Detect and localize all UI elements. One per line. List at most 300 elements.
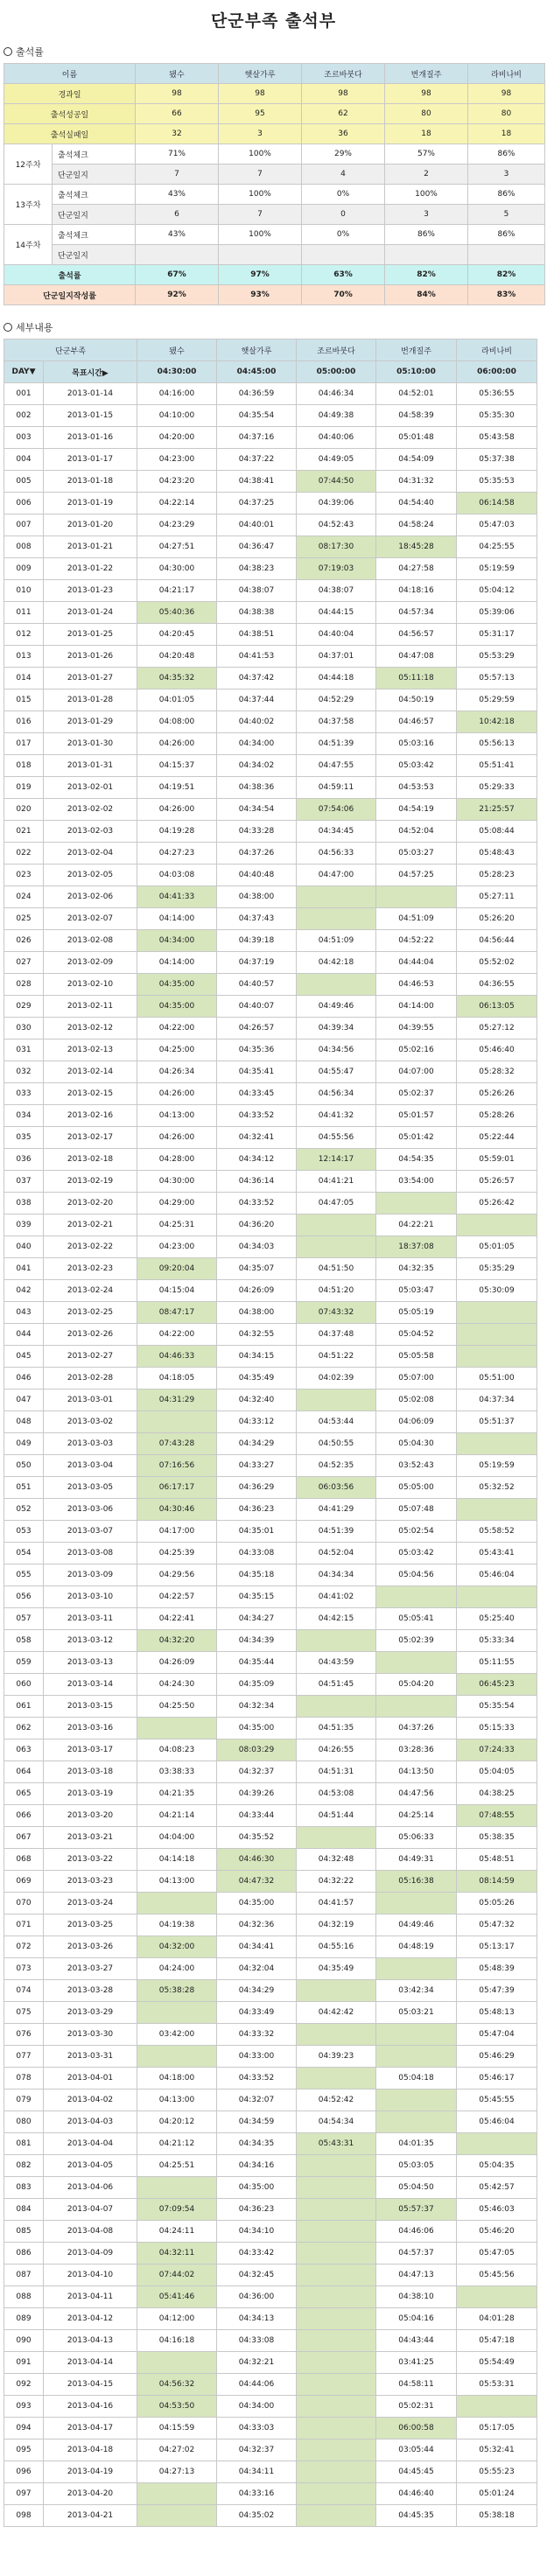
- wake-time-cell: 04:33:16: [217, 2483, 297, 2505]
- wake-time-cell: 04:38:00: [217, 1302, 297, 1324]
- wake-time-cell: 04:37:19: [217, 952, 297, 974]
- wake-time-cell: 07:48:55: [457, 1805, 537, 1827]
- wake-time-cell: 06:13:05: [457, 996, 537, 1018]
- wake-time-cell: 04:32:40: [217, 1390, 297, 1411]
- wake-time-cell: 04:32:45: [217, 2264, 297, 2286]
- wake-time-cell: 05:31:17: [457, 624, 537, 646]
- wake-time-cell: [297, 2352, 376, 2374]
- wake-time-cell: 04:34:11: [217, 2461, 297, 2483]
- wake-time-cell: 04:35:44: [217, 1652, 297, 1674]
- wake-time-cell: 04:37:26: [376, 1718, 457, 1740]
- wake-time-cell: 04:26:09: [137, 1652, 217, 1674]
- detail-header-member: 햇살가루: [217, 340, 297, 361]
- wake-time-cell: [297, 2264, 376, 2286]
- wake-time-cell: 04:34:16: [217, 2155, 297, 2177]
- day-date: 2013-03-26: [44, 1936, 137, 1958]
- wake-time-cell: 04:32:36: [217, 1914, 297, 1936]
- wake-time-cell: 05:04:52: [376, 1324, 457, 1346]
- wake-time-cell: 05:04:16: [376, 2308, 457, 2330]
- wake-time-cell: 03:41:25: [376, 2352, 457, 2374]
- wake-time-cell: 04:47:55: [297, 755, 376, 777]
- day-number: 045: [4, 1346, 44, 1368]
- day-date: 2013-04-14: [44, 2352, 137, 2374]
- summary-header-member: 조르바붓다: [302, 64, 385, 84]
- detail-table: [4, 339, 537, 2527]
- day-date: 2013-02-05: [44, 864, 137, 886]
- day-row: [4, 1083, 537, 1105]
- wake-time-cell: 05:11:55: [457, 1652, 537, 1674]
- day-number: 097: [4, 2483, 44, 2505]
- wake-time-cell: [137, 2177, 217, 2199]
- day-number: 043: [4, 1302, 44, 1324]
- summary-attendance-label: 출석률: [4, 265, 136, 285]
- wake-time-cell: [376, 1696, 457, 1718]
- wake-time-cell: [297, 1827, 376, 1849]
- wake-time-cell: 04:40:07: [217, 996, 297, 1018]
- wake-time-cell: 06:45:23: [457, 1674, 537, 1696]
- day-date: 2013-02-24: [44, 1280, 137, 1302]
- summary-journal-label: 단군일지작성률: [4, 285, 136, 305]
- day-date: 2013-04-07: [44, 2199, 137, 2221]
- wake-time-cell: [137, 2352, 217, 2374]
- target-time-cell: 04:45:00: [217, 361, 297, 383]
- summary-cell: [385, 245, 468, 265]
- wake-time-cell: 04:14:18: [137, 1849, 217, 1871]
- wake-time-cell: [297, 908, 376, 930]
- day-row: [4, 2505, 537, 2527]
- wake-time-cell: 04:25:55: [457, 536, 537, 558]
- day-date: 2013-03-02: [44, 1411, 137, 1433]
- week-row-label: 단군일지: [53, 245, 136, 265]
- wake-time-cell: 04:26:34: [137, 1061, 217, 1083]
- day-number: 054: [4, 1543, 44, 1564]
- day-row: [4, 1914, 537, 1936]
- summary-cell: [136, 245, 219, 265]
- day-row: [4, 2374, 537, 2396]
- wake-time-cell: [297, 974, 376, 996]
- wake-time-cell: 04:24:11: [137, 2221, 217, 2243]
- day-row: [4, 1171, 537, 1193]
- day-number: 060: [4, 1674, 44, 1696]
- day-number: 004: [4, 449, 44, 471]
- wake-time-cell: [376, 1193, 457, 1214]
- wake-time-cell: 04:35:49: [297, 1958, 376, 1980]
- day-number: 070: [4, 1893, 44, 1914]
- day-number: 057: [4, 1608, 44, 1630]
- wake-time-cell: 04:02:39: [297, 1368, 376, 1390]
- wake-time-cell: [457, 1586, 537, 1608]
- wake-time-cell: 04:40:01: [217, 514, 297, 536]
- wake-time-cell: 04:34:02: [217, 755, 297, 777]
- day-row: [4, 2243, 537, 2264]
- wake-time-cell: 04:41:33: [137, 886, 217, 908]
- day-number: 064: [4, 1761, 44, 1783]
- wake-time-cell: 05:03:47: [376, 1280, 457, 1302]
- day-number: 055: [4, 1564, 44, 1586]
- wake-time-cell: 07:24:33: [457, 1740, 537, 1761]
- summary-cell: 100%: [385, 185, 468, 205]
- wake-time-cell: 04:34:12: [217, 1149, 297, 1171]
- day-row: [4, 1608, 537, 1630]
- summary-cell: 7: [219, 164, 302, 185]
- wake-time-cell: 04:35:07: [217, 1258, 297, 1280]
- day-row: [4, 1368, 537, 1390]
- day-row: [4, 1543, 537, 1564]
- day-number: 080: [4, 2111, 44, 2133]
- wake-time-cell: 05:47:04: [457, 2024, 537, 2046]
- wake-time-cell: [376, 1958, 457, 1980]
- wake-time-cell: [297, 2461, 376, 2483]
- wake-time-cell: 04:40:02: [217, 711, 297, 733]
- wake-time-cell: 04:15:37: [137, 755, 217, 777]
- day-date: 2013-03-27: [44, 1958, 137, 1980]
- wake-time-cell: 18:45:28: [376, 536, 457, 558]
- day-number: 036: [4, 1149, 44, 1171]
- day-date: 2013-02-10: [44, 974, 137, 996]
- wake-time-cell: 04:55:47: [297, 1061, 376, 1083]
- day-row: [4, 624, 537, 646]
- wake-time-cell: 04:32:41: [217, 1127, 297, 1149]
- day-row: [4, 383, 537, 405]
- wake-time-cell: 04:34:34: [297, 1564, 376, 1586]
- day-number: 090: [4, 2330, 44, 2352]
- wake-time-cell: 04:34:00: [137, 930, 217, 952]
- wake-time-cell: 04:22:21: [376, 1214, 457, 1236]
- wake-time-cell: [297, 2221, 376, 2243]
- wake-time-cell: 04:42:42: [297, 2002, 376, 2024]
- summary-cell: 0%: [302, 185, 385, 205]
- day-number: 082: [4, 2155, 44, 2177]
- summary-cell: 98: [136, 84, 219, 104]
- wake-time-cell: 04:23:29: [137, 514, 217, 536]
- summary-attendance-cell: 97%: [219, 265, 302, 285]
- wake-time-cell: 04:26:00: [137, 799, 217, 821]
- wake-time-cell: 04:52:43: [297, 514, 376, 536]
- day-number: 026: [4, 930, 44, 952]
- day-row: [4, 1061, 537, 1083]
- wake-time-cell: 04:32:34: [217, 1696, 297, 1718]
- wake-time-cell: 04:51:39: [297, 1521, 376, 1543]
- day-number: 029: [4, 996, 44, 1018]
- wake-time-cell: 05:43:31: [297, 2133, 376, 2155]
- day-number: 017: [4, 733, 44, 755]
- day-row: [4, 755, 537, 777]
- wake-time-cell: 04:32:37: [217, 1761, 297, 1783]
- day-row: [4, 777, 537, 799]
- day-date: 2013-03-15: [44, 1696, 137, 1718]
- wake-time-cell: 05:26:57: [457, 1171, 537, 1193]
- wake-time-cell: [297, 2505, 376, 2527]
- summary-cell: 32: [136, 124, 219, 144]
- day-number: 076: [4, 2024, 44, 2046]
- wake-time-cell: 04:38:25: [457, 1783, 537, 1805]
- wake-time-cell: 04:29:56: [137, 1564, 217, 1586]
- wake-time-cell: [297, 2330, 376, 2352]
- day-row: [4, 602, 537, 624]
- day-number: 073: [4, 1958, 44, 1980]
- wake-time-cell: 04:33:27: [217, 1455, 297, 1477]
- day-row: [4, 1455, 537, 1477]
- wake-time-cell: [376, 2111, 457, 2133]
- day-row: [4, 1302, 537, 1324]
- wake-time-cell: 05:57:13: [457, 668, 537, 690]
- day-number: 009: [4, 558, 44, 580]
- day-row: [4, 1040, 537, 1061]
- wake-time-cell: 04:51:44: [297, 1805, 376, 1827]
- day-date: 2013-04-21: [44, 2505, 137, 2527]
- day-number: 024: [4, 886, 44, 908]
- day-number: 005: [4, 471, 44, 493]
- wake-time-cell: 04:13:50: [376, 1761, 457, 1783]
- wake-time-cell: 05:52:02: [457, 952, 537, 974]
- wake-time-cell: 04:17:00: [137, 1521, 217, 1543]
- day-date: 2013-02-16: [44, 1105, 137, 1127]
- wake-time-cell: 04:36:59: [217, 383, 297, 405]
- wake-time-cell: [297, 1236, 376, 1258]
- wake-time-cell: 05:04:18: [376, 2068, 457, 2090]
- day-number: 038: [4, 1193, 44, 1214]
- day-number: 098: [4, 2505, 44, 2527]
- wake-time-cell: 05:47:32: [457, 1914, 537, 1936]
- summary-header-member: 번개질주: [385, 64, 468, 84]
- wake-time-cell: 04:41:53: [217, 646, 297, 668]
- wake-time-cell: 05:13:17: [457, 1936, 537, 1958]
- wake-time-cell: [297, 2199, 376, 2221]
- day-date: 2013-03-20: [44, 1805, 137, 1827]
- day-row: [4, 558, 537, 580]
- day-date: 2013-02-19: [44, 1171, 137, 1193]
- wake-time-cell: [137, 2505, 217, 2527]
- wake-time-cell: 06:03:56: [297, 1477, 376, 1499]
- wake-time-cell: 05:05:26: [457, 1893, 537, 1914]
- day-date: 2013-02-13: [44, 1040, 137, 1061]
- wake-time-cell: 05:56:13: [457, 733, 537, 755]
- day-number: 051: [4, 1477, 44, 1499]
- day-date: 2013-01-22: [44, 558, 137, 580]
- summary-cell: 86%: [385, 225, 468, 245]
- day-row: [4, 2440, 537, 2461]
- wake-time-cell: [297, 2418, 376, 2440]
- wake-time-cell: [297, 1630, 376, 1652]
- wake-time-cell: 07:44:50: [297, 471, 376, 493]
- day-date: 2013-03-03: [44, 1433, 137, 1455]
- day-row: [4, 2133, 537, 2155]
- day-row: [4, 1433, 537, 1455]
- day-date: 2013-04-11: [44, 2286, 137, 2308]
- target-time-cell: 05:10:00: [376, 361, 457, 383]
- wake-time-cell: 05:06:33: [376, 1827, 457, 1849]
- wake-time-cell: 06:17:17: [137, 1477, 217, 1499]
- wake-time-cell: 04:20:45: [137, 624, 217, 646]
- day-row: [4, 1586, 537, 1608]
- wake-time-cell: 04:35:49: [217, 1368, 297, 1390]
- wake-time-cell: 03:54:00: [376, 1171, 457, 1193]
- wake-time-cell: 04:36:29: [217, 1477, 297, 1499]
- summary-attendance-cell: 67%: [136, 265, 219, 285]
- day-number: 022: [4, 843, 44, 864]
- wake-time-cell: 05:29:59: [457, 690, 537, 711]
- wake-time-cell: 04:59:11: [297, 777, 376, 799]
- wake-time-cell: [297, 2440, 376, 2461]
- wake-time-cell: 04:36:47: [217, 536, 297, 558]
- summary-week-row: [4, 185, 545, 205]
- wake-time-cell: 10:42:18: [457, 711, 537, 733]
- day-date: 2013-02-25: [44, 1302, 137, 1324]
- wake-time-cell: 05:03:27: [376, 843, 457, 864]
- day-number: 015: [4, 690, 44, 711]
- wake-time-cell: 04:27:23: [137, 843, 217, 864]
- day-date: 2013-02-08: [44, 930, 137, 952]
- day-number: 016: [4, 711, 44, 733]
- wake-time-cell: 04:13:00: [137, 2090, 217, 2111]
- wake-time-cell: 05:48:51: [457, 1849, 537, 1871]
- week-row-label: 출석체크: [53, 225, 136, 245]
- wake-time-cell: 04:43:59: [297, 1652, 376, 1674]
- wake-time-cell: 05:16:38: [376, 1871, 457, 1893]
- wake-time-cell: 04:49:46: [376, 1914, 457, 1936]
- wake-time-cell: 04:38:38: [217, 602, 297, 624]
- wake-time-cell: 04:24:00: [137, 1958, 217, 1980]
- day-number: 065: [4, 1783, 44, 1805]
- wake-time-cell: 07:16:56: [137, 1455, 217, 1477]
- week-label: 14주차: [4, 225, 53, 265]
- day-row: [4, 1849, 537, 1871]
- day-date: 2013-01-15: [44, 405, 137, 427]
- wake-time-cell: 05:26:20: [457, 908, 537, 930]
- wake-time-cell: 04:25:14: [376, 1805, 457, 1827]
- day-date: 2013-02-04: [44, 843, 137, 864]
- wake-time-cell: 04:38:07: [297, 580, 376, 602]
- wake-time-cell: 05:02:37: [376, 1083, 457, 1105]
- wake-time-cell: 04:52:04: [376, 821, 457, 843]
- week-label: 13주차: [4, 185, 53, 225]
- day-date: 2013-03-21: [44, 1827, 137, 1849]
- wake-time-cell: 04:54:40: [376, 493, 457, 514]
- wake-time-cell: 05:05:58: [376, 1346, 457, 1368]
- day-row: [4, 2483, 537, 2505]
- wake-time-cell: 04:37:26: [217, 843, 297, 864]
- wake-time-cell: 07:19:03: [297, 558, 376, 580]
- wake-time-cell: 04:32:00: [137, 1936, 217, 1958]
- wake-time-cell: 05:26:26: [457, 1083, 537, 1105]
- wake-time-cell: [297, 2068, 376, 2090]
- summary-cell: 86%: [468, 144, 545, 164]
- day-number: 092: [4, 2374, 44, 2396]
- wake-time-cell: 04:20:00: [137, 427, 217, 449]
- day-row: [4, 1390, 537, 1411]
- summary-week-row: [4, 205, 545, 225]
- wake-time-cell: 04:46:30: [217, 1849, 297, 1871]
- wake-time-cell: 04:35:00: [217, 1893, 297, 1914]
- wake-time-cell: 04:34:35: [217, 2133, 297, 2155]
- wake-time-cell: 05:05:00: [376, 1477, 457, 1499]
- wake-time-cell: [457, 2396, 537, 2418]
- wake-time-cell: 04:35:36: [217, 1040, 297, 1061]
- wake-time-cell: 04:22:14: [137, 493, 217, 514]
- wake-time-cell: 04:56:44: [457, 930, 537, 952]
- wake-time-cell: 04:48:19: [376, 1936, 457, 1958]
- wake-time-cell: 08:17:30: [297, 536, 376, 558]
- wake-time-cell: 04:44:15: [297, 602, 376, 624]
- summary-cell: 4: [302, 164, 385, 185]
- summary-cell: 80: [468, 104, 545, 124]
- wake-time-cell: 04:49:46: [297, 996, 376, 1018]
- wake-time-cell: 05:35:54: [457, 1696, 537, 1718]
- wake-time-cell: [457, 1499, 537, 1521]
- summary-cell: 100%: [219, 185, 302, 205]
- wake-time-cell: 04:49:31: [376, 1849, 457, 1871]
- wake-time-cell: 05:46:20: [457, 2221, 537, 2243]
- summary-cell: 98: [468, 84, 545, 104]
- wake-time-cell: 04:40:57: [217, 974, 297, 996]
- wake-time-cell: 04:19:28: [137, 821, 217, 843]
- wake-time-cell: 04:30:00: [137, 558, 217, 580]
- wake-time-cell: 04:38:41: [217, 471, 297, 493]
- day-number: 077: [4, 2046, 44, 2068]
- day-row: [4, 2330, 537, 2352]
- day-row: [4, 2177, 537, 2199]
- week-row-label: 출석체크: [53, 185, 136, 205]
- wake-time-cell: 04:32:22: [297, 1871, 376, 1893]
- day-date: 2013-02-18: [44, 1149, 137, 1171]
- wake-time-cell: 04:36:20: [217, 1214, 297, 1236]
- day-date: 2013-03-01: [44, 1390, 137, 1411]
- day-date: 2013-04-04: [44, 2133, 137, 2155]
- wake-time-cell: 04:33:00: [217, 2046, 297, 2068]
- wake-time-cell: 04:32:07: [217, 2090, 297, 2111]
- day-row: [4, 690, 537, 711]
- wake-time-cell: 04:26:00: [137, 1083, 217, 1105]
- wake-time-cell: 04:49:05: [297, 449, 376, 471]
- day-row: [4, 580, 537, 602]
- wake-time-cell: 04:51:09: [376, 908, 457, 930]
- day-date: 2013-03-12: [44, 1630, 137, 1652]
- wake-time-cell: 05:04:12: [457, 580, 537, 602]
- day-date: 2013-03-09: [44, 1564, 137, 1586]
- wake-time-cell: 05:43:58: [457, 427, 537, 449]
- wake-time-cell: 04:51:45: [297, 1674, 376, 1696]
- summary-cell: 98: [219, 84, 302, 104]
- day-row: [4, 1761, 537, 1783]
- wake-time-cell: [457, 1433, 537, 1455]
- day-row: [4, 2461, 537, 2483]
- day-number: 041: [4, 1258, 44, 1280]
- day-date: 2013-03-06: [44, 1499, 137, 1521]
- wake-time-cell: 05:35:30: [457, 405, 537, 427]
- day-row: [4, 1564, 537, 1586]
- summary-cell: 100%: [219, 225, 302, 245]
- detail-header-member: 됐수: [137, 340, 217, 361]
- detail-header-member: 조르바붓다: [297, 340, 376, 361]
- day-number: 053: [4, 1521, 44, 1543]
- summary-cell: 57%: [385, 144, 468, 164]
- summary-cell: 0%: [302, 225, 385, 245]
- detail-header-member: 번개질주: [376, 340, 457, 361]
- wake-time-cell: 04:47:13: [376, 2264, 457, 2286]
- wake-time-cell: 05:47:03: [457, 514, 537, 536]
- wake-time-cell: 04:34:54: [217, 799, 297, 821]
- day-row: [4, 733, 537, 755]
- day-number: 062: [4, 1718, 44, 1740]
- summary-cell: 3: [385, 205, 468, 225]
- summary-attendance-cell: 82%: [468, 265, 545, 285]
- wake-time-cell: 04:14:00: [137, 952, 217, 974]
- summary-cell: [219, 245, 302, 265]
- wake-time-cell: 04:54:09: [376, 449, 457, 471]
- day-number: 052: [4, 1499, 44, 1521]
- wake-time-cell: 04:41:57: [297, 1893, 376, 1914]
- wake-time-cell: [457, 1214, 537, 1236]
